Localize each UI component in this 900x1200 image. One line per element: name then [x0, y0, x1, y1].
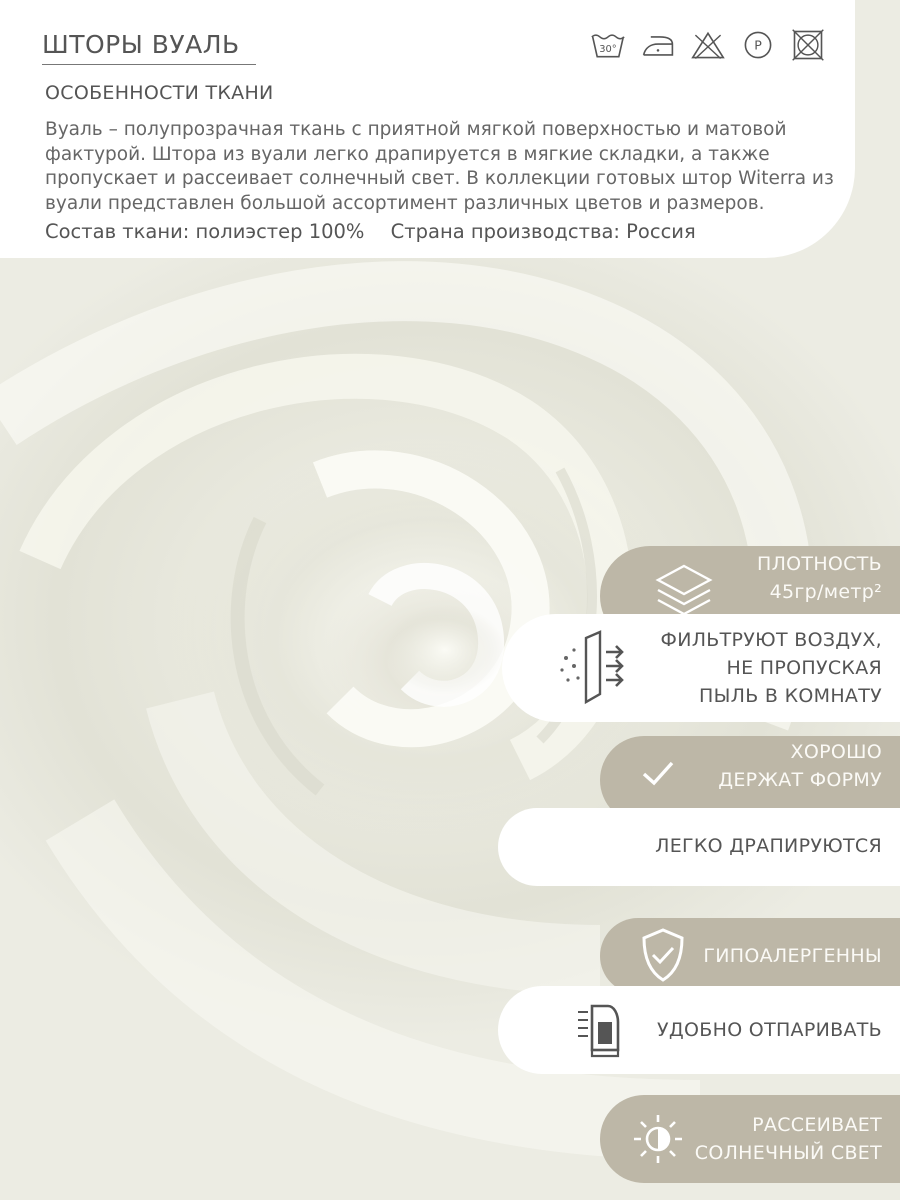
section-subtitle: ОСОБЕННОСТИ ТКАНИ [45, 82, 274, 104]
feature-drape [498, 808, 900, 886]
composition-text: Состав ткани: полиэстер 100% [45, 220, 365, 243]
feature-keep-shape-text: ХОРОШО ДЕРЖАТ ФОРМУ [718, 741, 882, 791]
fabric-description: Вуаль – полупрозрачная ткань с приятной мягкой поверхностью и матовой фактурой. Штора из вуали легко драпируется в мягкие складки, а также пропускает и рассеивает солнечный свет. В коллекции готовых штор Witerra из вуали представлен большой ассортимент различных цветов и размеров. [45, 119, 834, 214]
air-filter-icon [552, 628, 634, 708]
feature-air-filter [502, 614, 900, 722]
title-underline [42, 64, 256, 65]
feature-hypoallergenic [600, 918, 900, 994]
feature-hypoallergenic-text: ГИПОАЛЕРГЕННЫ [703, 945, 882, 967]
steamer-icon [572, 1000, 632, 1062]
feature-drape-text: ЛЕГКО ДРАПИРУЮТСЯ [655, 835, 882, 857]
feature-steam-text: УДОБНО ОТПАРИВАТЬ [657, 1019, 882, 1041]
checkmark-icon [640, 758, 676, 788]
layers-icon [652, 560, 716, 622]
feature-air-filter-text: ФИЛЬТРУЮТ ВОЗДУХ, НЕ ПРОПУСКАЯ ПЫЛЬ В КОМНАТУ [660, 629, 882, 707]
feature-steam [498, 986, 900, 1074]
feature-sun-diffuse-text: РАССЕИВАЕТ СОЛНЕЧНЫЙ СВЕТ [694, 1114, 882, 1164]
shield-check-icon [638, 926, 688, 984]
header-panel [0, 0, 855, 258]
svg-text:P: P [754, 37, 762, 53]
iron-icon [640, 28, 676, 62]
no-bleach-icon [690, 28, 726, 62]
no-tumble-dry-icon [790, 28, 826, 62]
page-title: ШТОРЫ ВУАЛЬ [42, 30, 240, 59]
svg-text:30°: 30° [599, 44, 617, 56]
country-text: Страна производства: Россия [390, 220, 696, 243]
dry-clean-p-icon [740, 28, 776, 62]
wash-30-icon [590, 28, 626, 62]
sun-diffuse-icon [630, 1111, 686, 1167]
fabric-composition-row [45, 220, 716, 243]
feature-density-text: ПЛОТНОСТЬ 45гр/метр² [757, 553, 882, 603]
care-icons [590, 28, 826, 62]
feature-sun-diffuse [600, 1095, 900, 1183]
